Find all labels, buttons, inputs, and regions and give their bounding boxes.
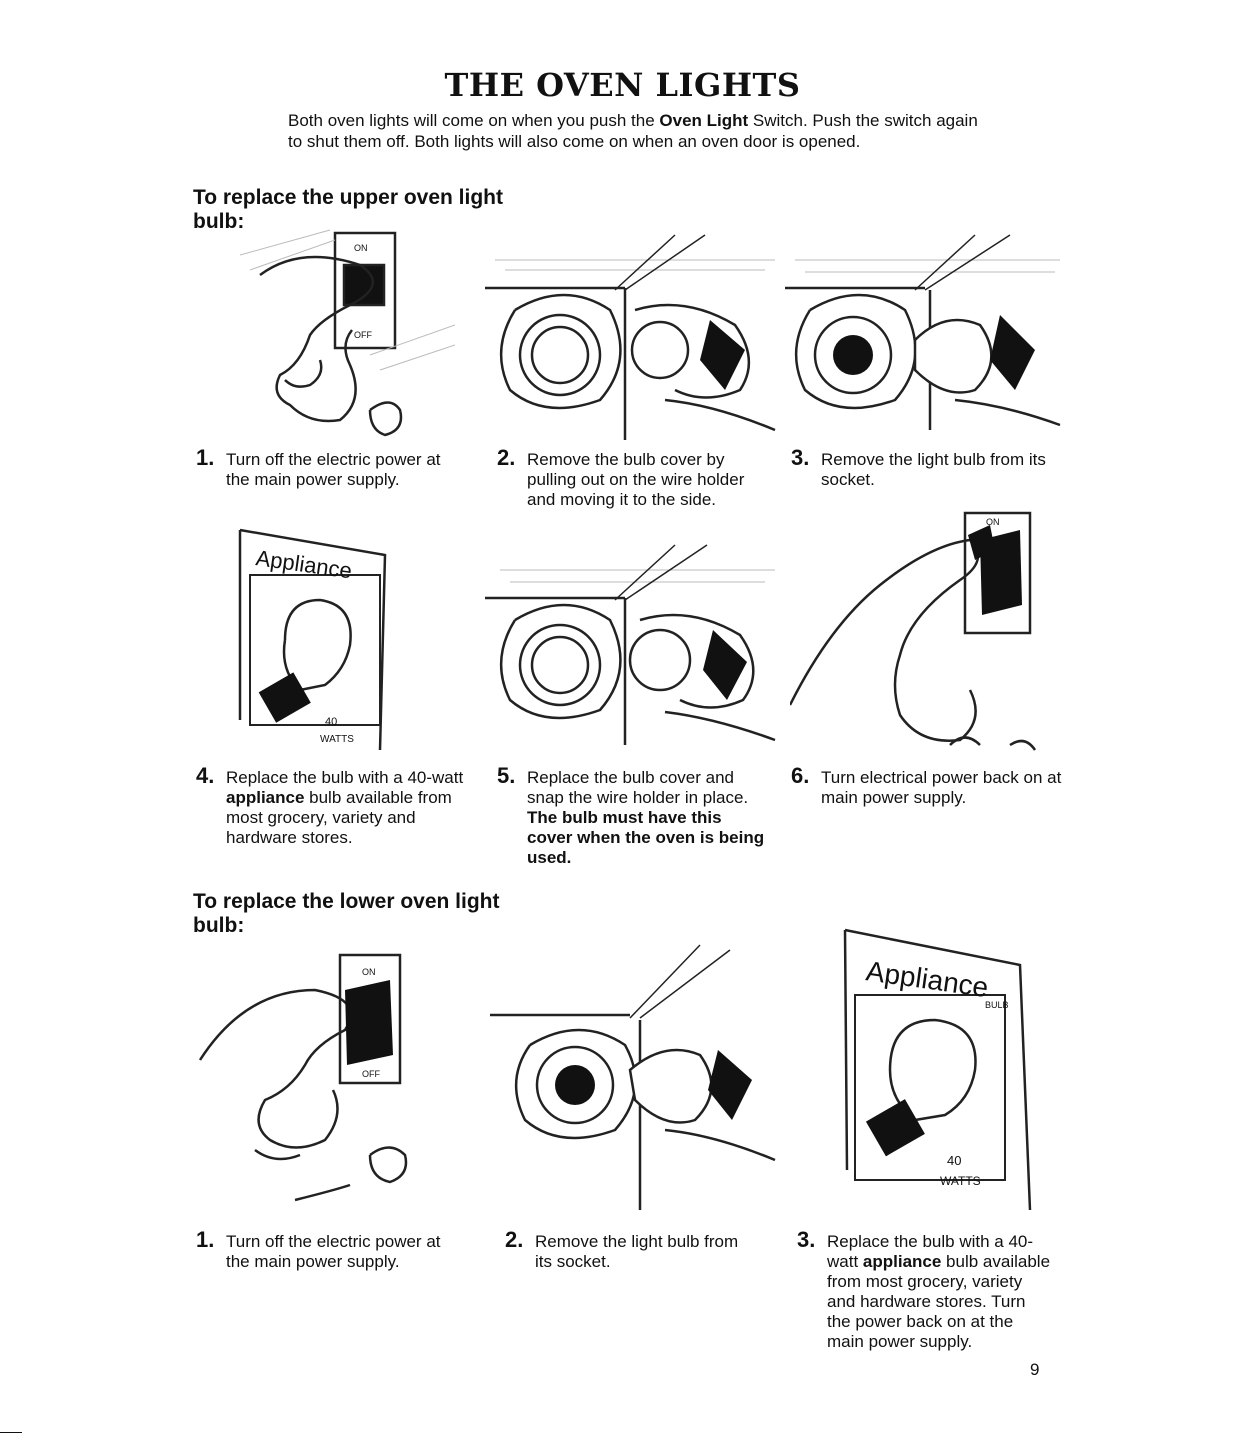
step-number: 5. <box>497 763 516 788</box>
lower-step-2 <box>505 1227 745 1272</box>
illustration-appliance-bulb <box>225 520 460 760</box>
step-text <box>497 763 767 868</box>
switch-on-label: ON <box>986 517 1000 527</box>
intro-part1: Both oven lights will come on when you push the <box>288 111 660 130</box>
step-text: Turn electrical power back on at main power supply. <box>821 768 1062 807</box>
step-text: Turn off the electric power at the main power supply. <box>226 450 441 489</box>
step-text: Remove the light bulb from its socket. <box>821 450 1046 489</box>
box-watts-label: WATTS <box>940 1174 981 1188</box>
step-number: 1. <box>196 445 215 470</box>
step-number: 2. <box>505 1227 524 1252</box>
lower-step-1 <box>196 1227 466 1272</box>
step-number: 3. <box>797 1227 816 1252</box>
step-number: 6. <box>791 763 810 788</box>
step-text-post: bulb available from most grocery, variety and hardware stores. <box>226 788 452 847</box>
illustration-remove-cover <box>485 230 785 445</box>
box-brand-label: Appliance <box>254 545 354 584</box>
step-number: 1. <box>196 1227 215 1252</box>
box-brand-label: Appliance <box>864 955 991 1004</box>
upper-step-4 <box>196 763 466 848</box>
step-text-bold: appliance <box>226 788 305 807</box>
upper-step-5 <box>497 763 767 868</box>
step-text-pre: Replace the bulb with a 40-watt <box>827 1232 1034 1271</box>
box-watts-number: 40 <box>947 1153 962 1168</box>
illustration-replace-cover <box>485 540 785 750</box>
step-text-post: bulb available from most grocery, variety and hardware stores. Turn the power back on at the main power supply. <box>827 1252 1051 1351</box>
page-title: THE OVEN LIGHTS <box>444 66 801 104</box>
switch-off-label: OFF <box>986 619 1004 629</box>
intro-paragraph <box>272 110 992 152</box>
box-bulb-label: BULB <box>985 1000 1009 1010</box>
upper-step-3 <box>791 445 1061 490</box>
intro-part2: Switch. Push the switch again to shut them off. Both lights will also come on when an oven door is opened. <box>288 111 978 151</box>
switch-off-label: OFF <box>362 1069 380 1079</box>
illustration-switch-off <box>240 225 455 450</box>
upper-step-6 <box>791 763 1071 808</box>
box-watts-number: 40 <box>325 716 338 728</box>
upper-step-1 <box>196 445 466 490</box>
step-text: Turn off the electric power at the main power supply. <box>226 1232 441 1271</box>
illustration-lower-appliance-bulb <box>835 920 1050 1220</box>
step-text-bold: appliance <box>862 1252 942 1271</box>
page-number: 9 <box>1030 1360 1040 1379</box>
step-number: 3. <box>791 445 810 470</box>
switch-off-label: OFF <box>354 330 372 340</box>
upper-step-2 <box>497 445 767 510</box>
scan-edge-mark <box>0 1432 22 1433</box>
step-number: 4. <box>196 763 215 788</box>
step-text-bold: The bulb must have this cover when the oven is being used. <box>527 808 765 867</box>
box-watts-label: WATTS <box>320 734 354 745</box>
lower-section-heading: To replace the lower oven light bulb: <box>193 890 500 937</box>
illustration-lower-remove-bulb <box>490 940 785 1215</box>
switch-on-label: ON <box>362 967 376 977</box>
intro-text <box>272 110 992 152</box>
intro-switch-name: Oven Light <box>659 111 749 130</box>
step-text-pre: Replace the bulb with a 40-watt <box>226 768 464 787</box>
lower-step-3 <box>797 1227 1052 1352</box>
upper-section-heading: To replace the upper oven light bulb: <box>193 186 503 233</box>
illustration-lower-switch-off <box>195 950 455 1215</box>
step-text: Remove the light bulb from its socket. <box>535 1232 739 1271</box>
illustration-switch-on <box>790 505 1055 765</box>
step-number: 2. <box>497 445 516 470</box>
switch-on-label: ON <box>354 243 368 253</box>
step-text <box>797 1227 1052 1352</box>
step-text: Remove the bulb cover by pulling out on the wire holder and moving it to the side. <box>527 450 745 509</box>
illustration-remove-bulb <box>785 230 1065 445</box>
step-text <box>196 763 466 848</box>
step-text-pre: Replace the bulb cover and snap the wire holder in place. <box>527 768 749 807</box>
